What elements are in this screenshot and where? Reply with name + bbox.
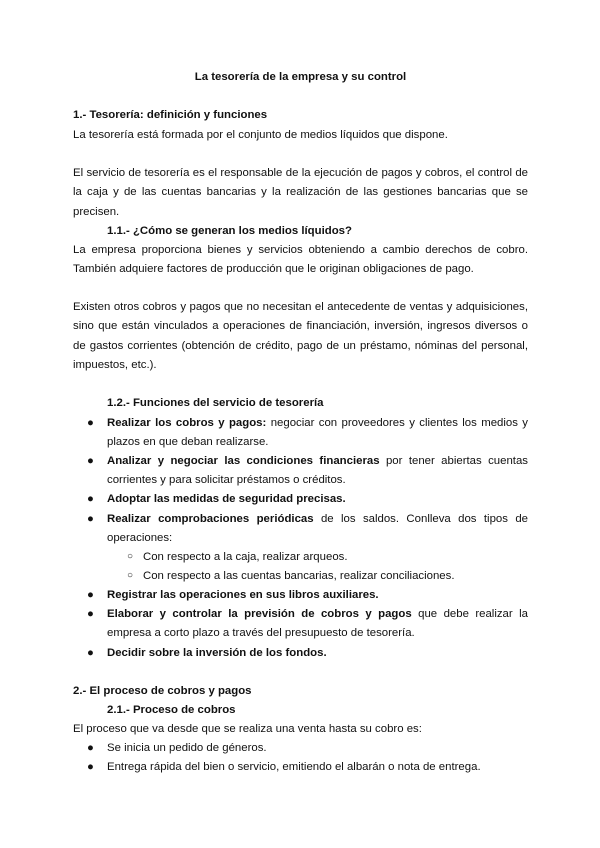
document-title: La tesorería de la empresa y su control: [194, 71, 407, 83]
section-1-heading: 1.- Tesorería: definición y funciones: [73, 109, 268, 121]
list-item-text: de los saldos. Conlleva dos tipos de operaciones:: [107, 513, 528, 545]
bullet-icon: ●: [87, 589, 94, 601]
bullet-icon: ●: [87, 493, 94, 505]
list-item: [73, 490, 528, 509]
section-2-1-intro: El proceso que va desde que se realiza una venta hasta su cobro es:: [73, 723, 422, 735]
sub-list-item: [73, 567, 528, 586]
section-1-paragraph-1: La tesorería está formada por el conjunto de medios líquidos que dispone.: [73, 129, 448, 141]
hollow-bullet-icon: ○: [127, 551, 134, 562]
list-item-bold: Realizar comprobaciones periódicas: [107, 513, 314, 525]
sub-list-item-text: Con respecto a la caja, realizar arqueos.: [143, 551, 348, 563]
section-2-heading: 2.- El proceso de cobros y pagos: [73, 685, 252, 697]
section-2-1-heading: 2.1.- Proceso de cobros: [107, 704, 236, 716]
list-item: [73, 452, 528, 491]
list-item-bold: Realizar los cobros y pagos:: [107, 417, 267, 429]
sub-list-item-text: Con respecto a las cuentas bancarias, realizar conciliaciones.: [143, 570, 455, 582]
list-item: [73, 586, 528, 605]
section-1-paragraph-2: El servicio de tesorería es el responsable de la ejecución de pagos y cobros, el control de la caja y de las cuentas bancarias y la realización de las gestiones bancarias que se precisen.: [73, 167, 528, 218]
list-item: [73, 414, 528, 453]
list-item-text: Se inicia un pedido de géneros.: [107, 742, 267, 754]
list-item: [73, 605, 528, 644]
hollow-bullet-icon: ○: [127, 570, 134, 581]
section-1-2-heading: 1.2.- Funciones del servicio de tesorería: [107, 397, 324, 409]
section-1-1-heading: 1.1.- ¿Cómo se generan los medios líquidos?: [107, 225, 352, 237]
list-item-text: Entrega rápida del bien o servicio, emitiendo el albarán o nota de entrega.: [107, 761, 481, 773]
list-item: [73, 644, 528, 663]
sub-list-item: [73, 548, 528, 567]
bullet-icon: ●: [87, 647, 94, 659]
bullet-icon: ●: [87, 742, 94, 754]
list-item-text: negociar con proveedores y clientes los medios y plazos en que deban realizarse.: [107, 417, 529, 449]
bullet-icon: ●: [87, 608, 94, 620]
section-1-1-paragraph-1: La empresa proporciona bienes y servicios obteniendo a cambio derechos de cobro. También adquiere factores de producción que le originan obligaciones de pago.: [73, 244, 528, 276]
list-item-bold: Analizar y negociar las condiciones financieras: [107, 455, 380, 467]
bullet-icon: ●: [87, 513, 94, 525]
bullet-icon: ●: [87, 417, 94, 429]
list-item: [73, 758, 528, 777]
list-item-bold: Elaborar y controlar la previsión de cobros y pagos: [107, 608, 412, 620]
bullet-icon: ●: [87, 761, 94, 773]
list-item-bold: Decidir sobre la inversión de los fondos.: [107, 647, 327, 659]
list-item: [73, 739, 528, 758]
list-item-bold: Adoptar las medidas de seguridad precisas.: [107, 493, 346, 505]
bullet-icon: ●: [87, 455, 94, 467]
list-item: [73, 510, 528, 549]
section-1-1-paragraph-2: Existen otros cobros y pagos que no necesitan el antecedente de ventas y adquisiciones, sino que están vinculados a operaciones de financiación, inversión, ingresos diversos o de gastos corrientes (obtención de crédito, pago de un préstamo, nóminas del personal, impuestos, etc.).: [73, 301, 528, 372]
list-item-text: que debe realizar la empresa a corto plazo a través del presupuesto de tesorería.: [107, 608, 528, 640]
list-item-text: por tener abiertas cuentas corrientes y para solicitar préstamos o créditos.: [107, 455, 528, 487]
list-item-bold: Registrar las operaciones en sus libros auxiliares.: [107, 589, 379, 601]
